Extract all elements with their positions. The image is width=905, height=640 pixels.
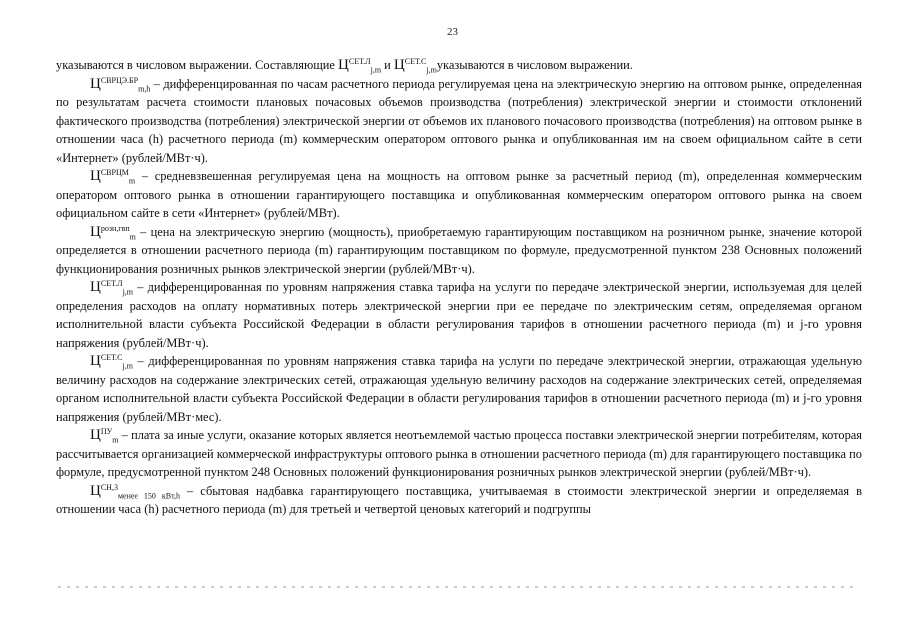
definition-symbol: Ц: [90, 223, 101, 240]
page-number: 23: [447, 26, 458, 38]
document-body: [56, 56, 862, 519]
definition-symbol: Ц: [90, 353, 101, 369]
definition-text: – цена на электрическую энергию (мощность), приобретаемую гарантирующим поставщиком на розничном рынке, значение которой определяется в отношении расчетного периода (m) гарантирующим поставщиком по формуле, предусмотренной пунктом 238 Основных положений функционирования розничных рынков электрической энергии (рублей/МВт·ч).: [56, 224, 862, 276]
definition-text: – дифференцированная по уровням напряжения ставка тарифа на услуги по передаче электрической энергии, используемая для целей определения расходов на оплату нормативных потерь электрической энергии при ее передаче по электрическим сетям, определяемая органом исполнительной власти субъекта Российской Федерации в области регулирования тарифов в отношении расчетного периода (m) и j-го уровня напряжения (рублей/МВт·ч).: [56, 280, 862, 350]
symbol-superscript: ПУ: [100, 426, 113, 436]
symbol-superscript: СЕТ.С: [404, 56, 427, 66]
symbol-subscript: j,m: [370, 65, 382, 75]
intro-text-end: указываются в числовом выражении.: [436, 58, 633, 72]
definition-text: – средневзвешенная регулируемая цена на мощность на оптовом рынке за расчетный период (m), определенная коммерческим оператором оптового рынка в отношении гарантирующего поставщика и опубликованная коммерческим оператором оптового рынка на своем официальном сайте в сети «Интернет» (рублей/МВт).: [56, 169, 862, 220]
definition-paragraph: [56, 167, 862, 223]
definition-symbol: Ц: [90, 427, 101, 443]
definition-paragraph: [56, 482, 862, 519]
symbol-superscript: СВРЦЭ.БР: [100, 75, 139, 85]
symbol-c-set-l: Ц: [338, 57, 349, 73]
symbol-superscript: СЕТ.Л: [100, 278, 123, 288]
definition-text: – плата за иные услуги, оказание которых является неотъемлемой частью процесса поставки электрической энергии потребителям, которая рассчитывается организацией коммерческой инфраструктуры оптового рынка в отношении расчетного периода (m) для гарантирующего поставщика по формуле, предусмотренной пунктом 248 Основных положений функционирования розничных рынков электрической энергии (рублей/МВт·ч).: [56, 428, 862, 479]
definition-text: – дифференцированная по часам расчетного периода регулируемая цена на электрическую энергию на оптовом рынке, определенная по результатам расчета стоимости плановых почасовых объемов производства (потребления) электрической энергии и стоимости отклонений фактического производства (потребления) электрической энергии от объемов их планового почасового производства (потребления) на оптовом рынке в отношении часа (h) расчетного периода (m) коммерческим оператором оптового рынка и опубликованная им на своем официальном сайте в сети «Интернет» (рублей/МВт·ч).: [56, 76, 862, 165]
symbol-superscript: СН,3: [100, 482, 118, 492]
definition-paragraph: [56, 223, 862, 279]
definition-symbol: Ц: [90, 279, 101, 295]
definition-paragraph: [56, 75, 862, 168]
symbol-subscript: m: [128, 176, 136, 186]
intro-conjunction: и: [381, 58, 394, 72]
symbol-superscript: СЕТ.С: [100, 352, 123, 362]
symbol-superscript: розн,гвп: [100, 223, 130, 233]
definition-paragraph: [56, 352, 862, 426]
definition-symbol: Ц: [90, 482, 101, 499]
symbol-superscript: СВРЦМ: [100, 167, 129, 177]
definition-paragraph: [56, 426, 862, 482]
definition-symbol: Ц: [90, 75, 101, 92]
symbol-subscript: j,m: [426, 65, 437, 75]
symbol-subscript: m,h: [138, 83, 151, 93]
scan-dotted-line: [58, 586, 858, 588]
symbol-subscript: j,m: [122, 361, 133, 371]
definition-paragraph: [56, 278, 862, 352]
paragraph-intro: [56, 56, 862, 75]
symbol-subscript: m: [112, 435, 119, 445]
symbol-subscript: менее 150 кВт,h: [117, 490, 180, 500]
intro-text: указываются в числовом выражении. Составляющие: [56, 58, 339, 72]
symbol-subscript: m: [129, 231, 136, 241]
definition-text: – сбытовая надбавка гарантирующего поставщика, учитываемая в стоимости электрической энергии и определяемая в отношении часа (h) расчетного периода (m) для третьей и четвертой ценовых категорий и подгруппы: [56, 483, 862, 516]
symbol-superscript: СЕТ.Л: [348, 56, 371, 66]
symbol-subscript: j,m: [122, 287, 134, 297]
definition-text: – дифференцированная по уровням напряжения ставка тарифа на услуги по передаче электрической энергии, отражающая удельную величину расходов на содержание электрических сетей, отражающая удельную величину расходов на содержание электрических сетей, определяемая органом исполнительной власти субъекта Российской Федерации в области регулирования тарифов в отношении расчетного периода (m) и j-го уровня напряжения (рублей/МВт·мес).: [56, 354, 862, 424]
symbol-c-set-s: Ц: [393, 57, 405, 73]
definition-symbol: Ц: [90, 168, 101, 184]
